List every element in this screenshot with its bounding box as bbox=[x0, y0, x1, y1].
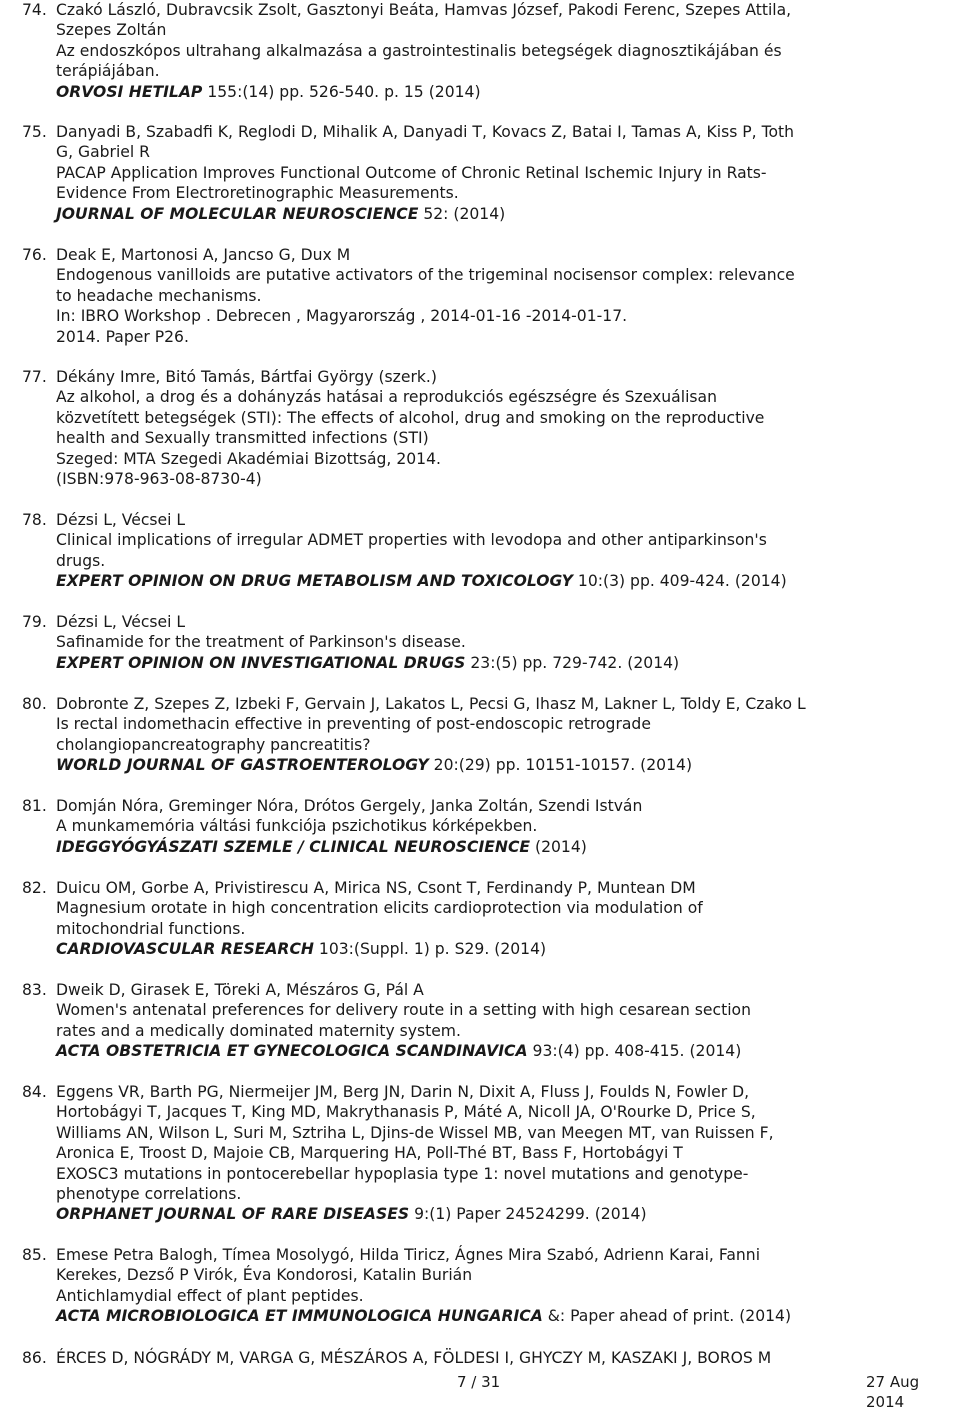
reference-line: terápiájában. bbox=[56, 62, 160, 81]
journal-name: ORVOSI HETILAP bbox=[56, 82, 203, 101]
reference-line: G, Gabriel R bbox=[56, 143, 150, 162]
reference-body bbox=[56, 878, 936, 960]
reference-line: mitochondrial functions. bbox=[56, 919, 246, 938]
reference-line: Czakó László, Dubravcsik Zsolt, Gasztonyi Beáta, Hamvas József, Pakodi Ferenc, Szepes Attila, bbox=[56, 1, 792, 19]
journal-details: 10:(3) pp. 409-424. (2014) bbox=[572, 572, 787, 591]
journal-name: EXPERT OPINION ON DRUG METABOLISM AND TOXICOLOGY bbox=[56, 572, 573, 591]
reference-body bbox=[56, 796, 936, 857]
reference-line: Evidence From Electroretinographic Measurements. bbox=[56, 184, 459, 203]
journal-details: 9:(1) Paper 24524299. (2014) bbox=[409, 1205, 647, 1224]
journal-name: EXPERT OPINION ON INVESTIGATIONAL DRUGS bbox=[56, 653, 466, 672]
reference-number: 85. bbox=[22, 1246, 47, 1264]
reference-line: A munkamemória váltási funkciója pszichotikus kórképekben. bbox=[56, 817, 538, 836]
reference-body bbox=[56, 980, 936, 1062]
reference-number: 79. bbox=[22, 613, 47, 631]
reference-line: In: IBRO Workshop . Debrecen , Magyarország , 2014-01-16 -2014-01-17. bbox=[56, 307, 628, 326]
reference-number: 86. bbox=[22, 1349, 47, 1367]
reference-line: (ISBN:978-963-08-8730-4) bbox=[56, 470, 262, 489]
reference-line: 2014. Paper P26. bbox=[56, 327, 189, 346]
reference-line: Eggens VR, Barth PG, Niermeijer JM, Berg JN, Darin N, Dixit A, Fluss J, Foulds N, Fowler D, bbox=[56, 1083, 750, 1101]
reference-body bbox=[56, 122, 936, 224]
reference-number: 80. bbox=[22, 695, 47, 713]
journal-citation bbox=[56, 82, 936, 102]
reference-number: 82. bbox=[22, 879, 47, 897]
journal-name: ACTA MICROBIOLOGICA ET IMMUNOLOGICA HUNGARICA bbox=[56, 1307, 543, 1326]
reference-number: 84. bbox=[22, 1083, 47, 1101]
reference-body bbox=[56, 245, 936, 347]
reference-line: Dézsi L, Vécsei L bbox=[56, 613, 186, 631]
journal-citation bbox=[56, 571, 936, 591]
reference-body bbox=[56, 1245, 936, 1327]
reference-number: 74. bbox=[22, 1, 47, 19]
journal-details: &: Paper ahead of print. (2014) bbox=[542, 1307, 792, 1326]
reference-line: cholangiopancreatography pancreatitis? bbox=[56, 735, 371, 754]
reference-line: Dékány Imre, Bitó Tamás, Bártfai György (szerk.) bbox=[56, 368, 437, 386]
reference-line: Danyadi B, Szabadfi K, Reglodi D, Mihalik A, Danyadi T, Kovacs Z, Batai I, Tamas A, Kiss P, Toth bbox=[56, 123, 795, 141]
journal-citation bbox=[56, 1041, 936, 1061]
reference-line: EXOSC3 mutations in pontocerebellar hypoplasia type 1: novel mutations and genotype- bbox=[56, 1164, 749, 1183]
reference-number: 83. bbox=[22, 981, 47, 999]
reference-number: 76. bbox=[22, 246, 47, 264]
reference-line: Szepes Zoltán bbox=[56, 21, 167, 40]
reference-line: Endogenous vanilloids are putative activators of the trigeminal nocisensor complex: relevance bbox=[56, 266, 795, 285]
journal-name: ACTA OBSTETRICIA ET GYNECOLOGICA SCANDINAVICA bbox=[56, 1042, 528, 1061]
reference-number: 75. bbox=[22, 123, 47, 141]
journal-details: 103:(Suppl. 1) p. S29. (2014) bbox=[313, 940, 547, 959]
reference-line: Duicu OM, Gorbe A, Privistirescu A, Mirica NS, Csont T, Ferdinandy P, Muntean DM bbox=[56, 879, 696, 897]
reference-body bbox=[56, 1082, 936, 1225]
reference-line: Dobronte Z, Szepes Z, Izbeki F, Gervain J, Lakatos L, Pecsi G, Ihasz M, Lakner L, Toldy E, Czako L bbox=[56, 695, 806, 713]
reference-line: rates and a medically dominated maternity system. bbox=[56, 1021, 461, 1040]
reference-line: Az endoszkópos ultrahang alkalmazása a gastrointestinalis betegségek diagnosztikájában és bbox=[56, 41, 782, 60]
reference-line: Deak E, Martonosi A, Jancso G, Dux M bbox=[56, 246, 351, 264]
reference-body bbox=[56, 1348, 936, 1368]
reference-number: 81. bbox=[22, 797, 47, 815]
reference-line: Az alkohol, a drog és a dohányzás hatásai a reprodukciós egészségre és Szexuálisan bbox=[56, 388, 717, 407]
reference-line: Dézsi L, Vécsei L bbox=[56, 511, 186, 529]
journal-citation bbox=[56, 1306, 936, 1326]
journal-details: (2014) bbox=[530, 837, 587, 856]
journal-name: WORLD JOURNAL OF GASTROENTEROLOGY bbox=[56, 756, 429, 775]
journal-citation bbox=[56, 204, 936, 224]
reference-number: 78. bbox=[22, 511, 47, 529]
reference-line: Aronica E, Troost D, Majoie CB, Marquering HA, Poll-Thé BT, Bass F, Hortobágyi T bbox=[56, 1144, 683, 1163]
reference-line: közvetített betegségek (STI): The effects of alcohol, drug and smoking on the reproductive bbox=[56, 408, 765, 427]
reference-line: Safinamide for the treatment of Parkinson's disease. bbox=[56, 633, 466, 652]
reference-body bbox=[56, 0, 936, 102]
journal-details: 155:(14) pp. 526-540. p. 15 (2014) bbox=[202, 82, 481, 101]
reference-line: Clinical implications of irregular ADMET properties with levodopa and other antiparkinson's bbox=[56, 531, 767, 550]
reference-line: Szeged: MTA Szegedi Akadémiai Bizottság, 2014. bbox=[56, 449, 441, 468]
journal-citation bbox=[56, 755, 936, 775]
reference-line: to headache mechanisms. bbox=[56, 286, 262, 305]
reference-line: Is rectal indomethacin effective in preventing of post-endoscopic retrograde bbox=[56, 715, 651, 734]
journal-name: JOURNAL OF MOLECULAR NEUROSCIENCE bbox=[56, 204, 419, 223]
print-date: 27 Aug 2014 bbox=[866, 1373, 920, 1412]
journal-name: IDEGGYÓGYÁSZATI SZEMLE / CLINICAL NEUROSCIENCE bbox=[56, 837, 531, 856]
reference-body bbox=[56, 367, 936, 489]
reference-line: Emese Petra Balogh, Tímea Mosolygó, Hilda Tiricz, Ágnes Mira Szabó, Adrienn Karai, Fanni bbox=[56, 1246, 761, 1264]
page-number: 7 / 31 bbox=[457, 1373, 501, 1391]
journal-citation bbox=[56, 653, 936, 673]
reference-line: PACAP Application Improves Functional Outcome of Chronic Retinal Ischemic Injury in Rats- bbox=[56, 163, 767, 182]
reference-line: phenotype correlations. bbox=[56, 1185, 242, 1204]
journal-name: ORPHANET JOURNAL OF RARE DISEASES bbox=[56, 1205, 410, 1224]
reference-body bbox=[56, 612, 936, 673]
reference-line: Magnesium orotate in high concentration elicits cardioprotection via modulation of bbox=[56, 899, 703, 918]
reference-body bbox=[56, 510, 936, 592]
reference-line: Women's antenatal preferences for delivery route in a setting with high cesarean section bbox=[56, 1001, 751, 1020]
reference-line: drugs. bbox=[56, 551, 106, 570]
reference-line: Domján Nóra, Greminger Nóra, Drótos Gergely, Janka Zoltán, Szendi István bbox=[56, 797, 643, 815]
reference-line: Dweik D, Girasek E, Töreki A, Mészáros G, Pál A bbox=[56, 981, 424, 999]
reference-line: Kerekes, Dezső P Virók, Éva Kondorosi, Katalin Burián bbox=[56, 1266, 473, 1285]
journal-citation bbox=[56, 1204, 936, 1224]
reference-line: Hortobágyi T, Jacques T, King MD, Makrythanasis P, Máté A, Nicoll JA, O'Rourke D, Price S, bbox=[56, 1103, 756, 1122]
reference-line: Antichlamydial effect of plant peptides. bbox=[56, 1286, 364, 1305]
reference-line: health and Sexually transmitted infections (STI) bbox=[56, 429, 429, 448]
journal-citation bbox=[56, 837, 936, 857]
journal-details: 23:(5) pp. 729-742. (2014) bbox=[465, 653, 680, 672]
journal-details: 52: (2014) bbox=[418, 204, 506, 223]
reference-line: ÉRCES D, NÓGRÁDY M, VARGA G, MÉSZÁROS A, FÖLDESI I, GHYCZY M, KASZAKI J, BOROS M bbox=[56, 1349, 772, 1367]
reference-body bbox=[56, 694, 936, 776]
reference-number: 77. bbox=[22, 368, 47, 386]
journal-details: 20:(29) pp. 10151-10157. (2014) bbox=[428, 756, 693, 775]
journal-citation bbox=[56, 939, 936, 959]
reference-line: Williams AN, Wilson L, Suri M, Sztriha L, Djins-de Wissel MB, van Meegen MT, van Ruissen F, bbox=[56, 1123, 774, 1142]
journal-details: 93:(4) pp. 408-415. (2014) bbox=[527, 1042, 742, 1061]
journal-name: CARDIOVASCULAR RESEARCH bbox=[56, 940, 314, 959]
